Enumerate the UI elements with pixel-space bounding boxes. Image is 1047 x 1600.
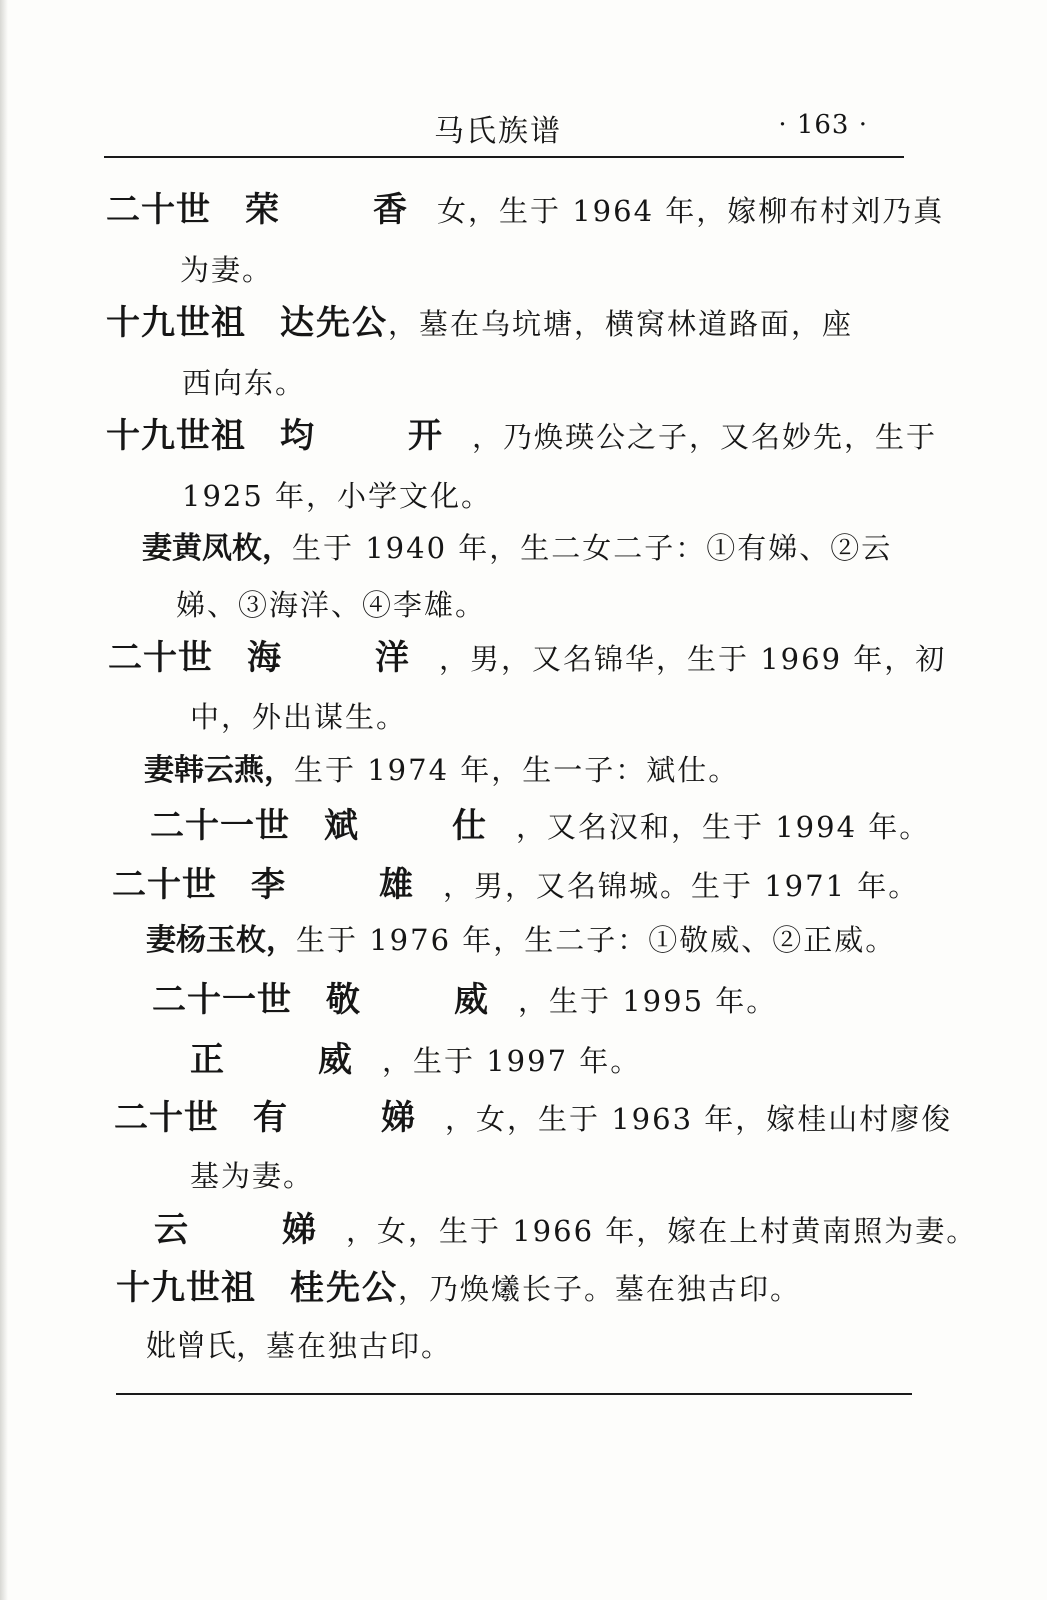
- genealogy-entry: [150, 806, 930, 848]
- person-name: 桂先公: [290, 1268, 398, 1308]
- generation-label: 十九世祖: [106, 416, 246, 456]
- book-title: 马氏族谱: [434, 114, 562, 149]
- person-name: 荣 香: [245, 190, 437, 230]
- generation-label: 二十一世: [150, 806, 290, 846]
- entry-text: 生于 1940 年，生二女二子：①有娣、②云: [292, 531, 893, 565]
- person-name: 斌 仕: [324, 806, 516, 846]
- genealogy-entry: [108, 638, 946, 680]
- entry-text: 女，生于 1964 年，嫁柳布村刘乃真: [437, 194, 945, 228]
- spouse-entry: [146, 1326, 452, 1367]
- page-number: · 163 ·: [778, 110, 868, 140]
- entry-text: 1925 年，小学文化。: [182, 479, 493, 513]
- entry-text: 为妻。: [180, 253, 274, 287]
- entry-continuation: [190, 697, 407, 738]
- person-name: 均 开: [280, 416, 472, 456]
- genealogy-entry: [154, 1210, 977, 1252]
- person-name: 李 雄: [251, 865, 443, 905]
- generation-label: 二十世: [108, 638, 213, 678]
- generation-label: 二十一世: [152, 980, 292, 1020]
- genealogy-entry: [112, 865, 919, 907]
- spouse-name: 妻杨玉枚，: [146, 923, 296, 958]
- spouse-name: 妣曾氏，: [146, 1329, 266, 1364]
- entry-text: ，女，生于 1963 年，嫁桂山村廖俊: [445, 1102, 953, 1136]
- person-name: 海 洋: [247, 638, 439, 678]
- page-edge-shadow: [0, 0, 8, 1600]
- spouse-name: 妻韩云燕，: [144, 753, 294, 788]
- entry-text: ，生于 1997 年。: [382, 1044, 642, 1078]
- entry-text: ，乃焕瑛公之子，又名妙先，生于: [472, 420, 938, 454]
- genealogy-entry: [106, 303, 853, 345]
- entry-text: ，男，又名锦华，生于 1969 年，初: [439, 642, 947, 676]
- spouse-name: 妻黄凤枚，: [142, 531, 292, 566]
- entry-continuation: [176, 585, 486, 626]
- person-name: 正 威: [190, 1040, 382, 1080]
- footer-rule: [116, 1393, 912, 1395]
- spouse-entry: [146, 920, 896, 961]
- entry-text: 生于 1974 年，生一子：斌仕。: [294, 753, 740, 787]
- genealogy-entry: [114, 1098, 952, 1140]
- genealogy-entry: [152, 980, 777, 1022]
- entry-continuation: [190, 1156, 314, 1197]
- spouse-entry: [144, 750, 739, 791]
- entry-text: ，乃焕爔长子。墓在独古印。: [398, 1272, 802, 1306]
- spouse-entry: [142, 528, 892, 569]
- entry-text: 中，外出谋生。: [190, 700, 408, 734]
- genealogy-entry: [106, 190, 944, 232]
- generation-label: 二十世: [114, 1098, 219, 1138]
- genealogy-entry: [116, 1268, 801, 1310]
- generation-label: 十九世祖: [106, 303, 246, 343]
- entry-continuation: [180, 250, 273, 291]
- entry-text: ，女，生于 1966 年，嫁在上村黄南照为妻。: [346, 1214, 978, 1248]
- entry-text: 娣、③海洋、④李雄。: [176, 588, 487, 622]
- entry-text: 墓在独古印。: [266, 1329, 453, 1363]
- entry-text: ，生于 1995 年。: [518, 984, 778, 1018]
- person-name: 敬 威: [326, 980, 518, 1020]
- page-header: [104, 100, 904, 158]
- entry-continuation: [182, 363, 306, 404]
- genealogy-entry: [106, 416, 937, 458]
- entry-text: 基为妻。: [190, 1159, 315, 1193]
- generation-label: 十九世祖: [116, 1268, 256, 1308]
- person-name: 有 娣: [253, 1098, 445, 1138]
- generation-label: 二十世: [106, 190, 211, 230]
- entry-text: ，男，又名锦城。生于 1971 年。: [443, 869, 920, 903]
- entry-text: 西向东。: [182, 366, 307, 400]
- generation-label: 二十世: [112, 865, 217, 905]
- genealogy-entry: [190, 1040, 641, 1082]
- entry-text: ，又名汉和，生于 1994 年。: [516, 810, 931, 844]
- entry-continuation: [182, 476, 492, 517]
- person-name: 达先公: [280, 303, 388, 343]
- person-name: 云 娣: [154, 1210, 346, 1250]
- entry-text: ，墓在乌坑塘，横窝林道路面，座: [388, 307, 854, 341]
- entry-text: 生于 1976 年，生二子：①敬威、②正威。: [296, 923, 897, 957]
